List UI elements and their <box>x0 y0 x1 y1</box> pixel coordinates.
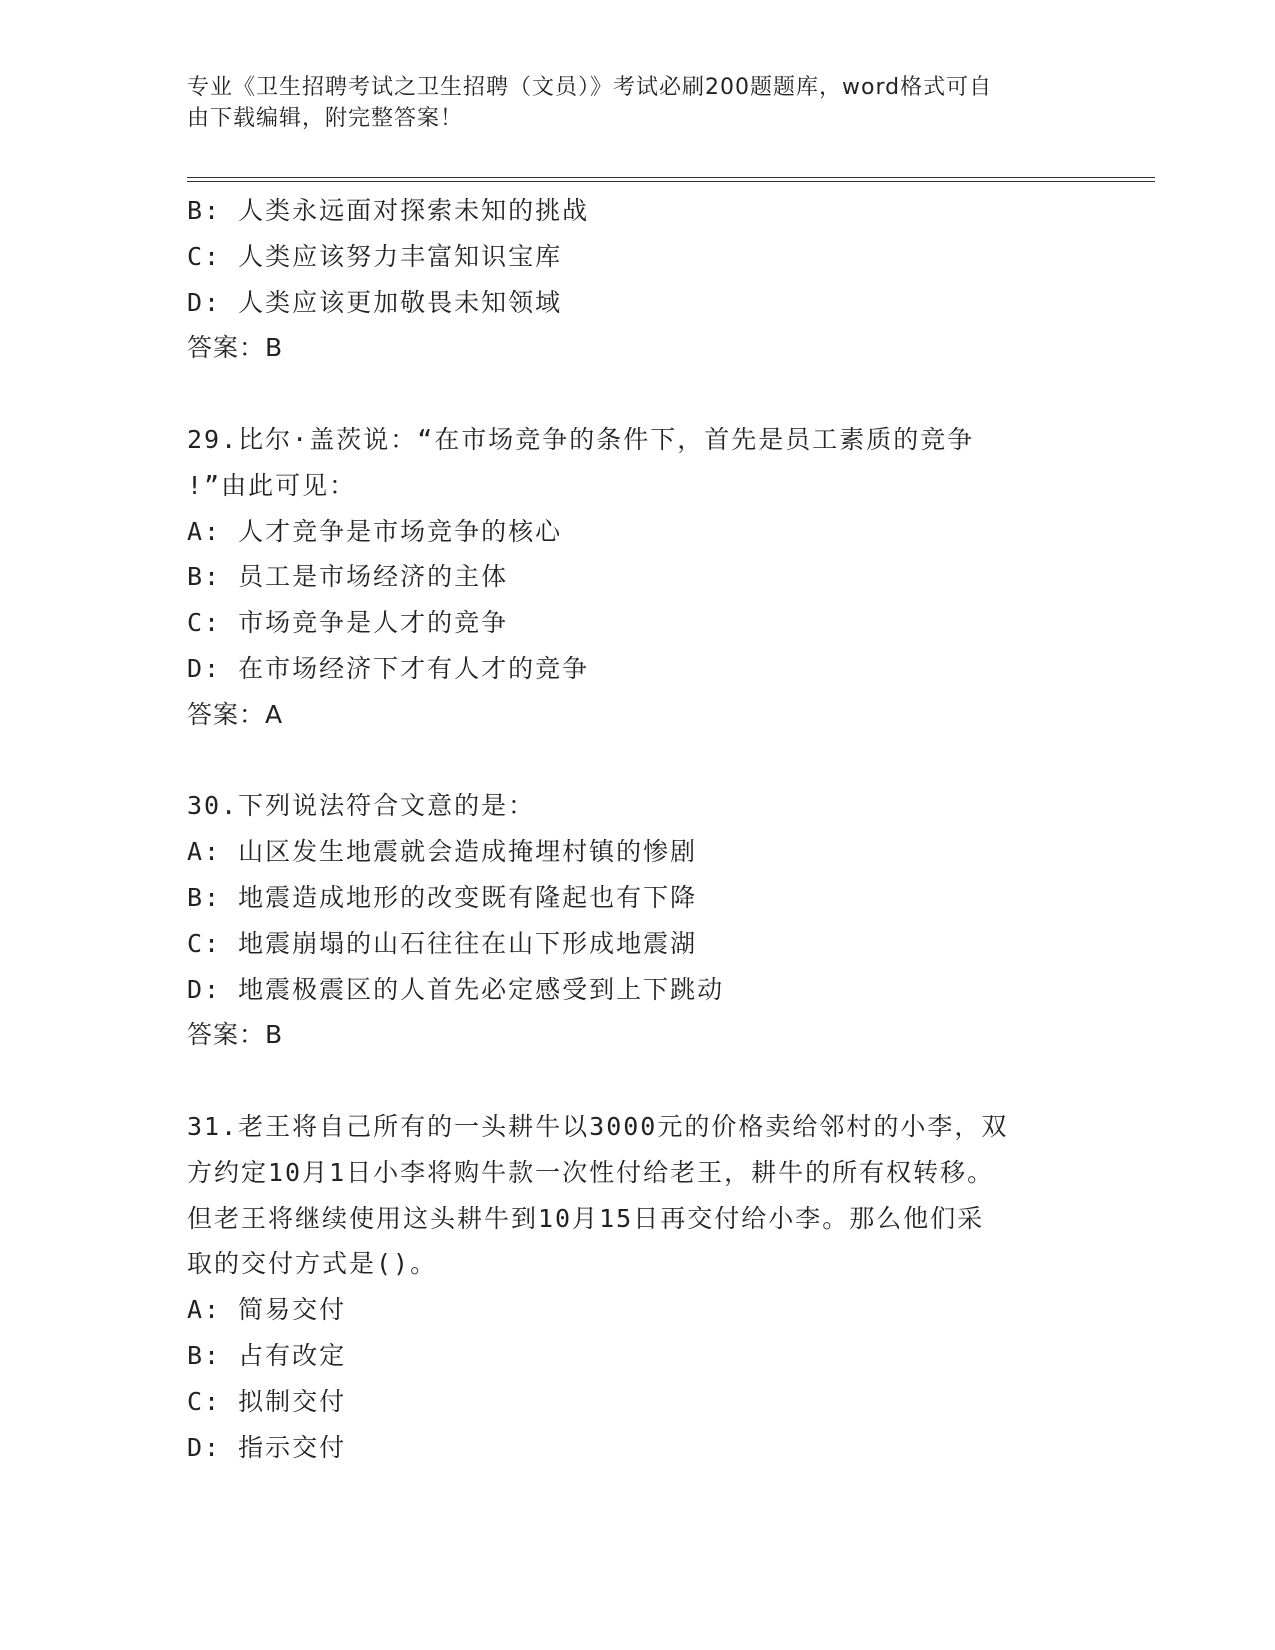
option-b: B: 占有改定 <box>187 1340 347 1370</box>
option-c: C: 拟制交付 <box>187 1386 347 1416</box>
spacer <box>187 371 1087 417</box>
option-d: D: 指示交付 <box>187 1432 347 1462</box>
option-c: C: 地震崩塌的山石往往在山下形成地震湖 <box>187 928 698 958</box>
carryover-block <box>187 188 1087 371</box>
option-b: B: 地震造成地形的改变既有隆起也有下降 <box>187 882 698 912</box>
spacer <box>187 738 1087 784</box>
option-c: C: 市场竞争是人才的竞争 <box>187 608 509 638</box>
answer: 答案：B <box>187 333 284 363</box>
answer: 答案：B <box>187 1020 284 1050</box>
question-stem: 方约定10月1日小李将购牛款一次性付给老王，耕牛的所有权转移。 <box>187 1157 995 1187</box>
question-31 <box>187 1104 1087 1470</box>
question-29 <box>187 417 1087 738</box>
option-a: A: 人才竞争是市场竞争的核心 <box>187 516 563 546</box>
option-a: A: 山区发生地震就会造成掩埋村镇的惨剧 <box>187 837 698 867</box>
question-stem: 取的交付方式是()。 <box>187 1249 438 1279</box>
question-stem: 29.比尔·盖茨说：“在市场竞争的条件下，首先是员工素质的竞争 <box>187 424 975 454</box>
question-stem: 但老王将继续使用这头耕牛到10月15日再交付给小李。那么他们采 <box>187 1203 985 1233</box>
option-c: C: 人类应该努力丰富知识宝库 <box>187 241 563 271</box>
header-line-2: 由下载编辑，附完整答案！ <box>187 106 464 131</box>
header-divider <box>187 177 1155 182</box>
answer: 答案：A <box>187 699 284 729</box>
option-b: B: 人类永远面对探索未知的挑战 <box>187 196 590 225</box>
header-line-1: 专业《卫生招聘考试之卫生招聘（文员）》考试必刷200题题库，word格式可自 <box>187 75 993 100</box>
option-b: B: 员工是市场经济的主体 <box>187 562 509 592</box>
document-header <box>187 72 1067 134</box>
question-stem: 31.老王将自己所有的一头耕牛以3000元的价格卖给邻村的小李，双 <box>187 1111 1009 1141</box>
option-a: A: 简易交付 <box>187 1295 347 1325</box>
option-d: D: 在市场经济下才有人才的竞争 <box>187 653 590 683</box>
document-body <box>187 188 1087 1470</box>
question-30 <box>187 783 1087 1058</box>
question-stem: 30.下列说法符合文意的是： <box>187 791 536 821</box>
option-d: D: 人类应该更加敬畏未知领域 <box>187 287 563 317</box>
question-stem: !”由此可见： <box>187 470 357 500</box>
spacer <box>187 1058 1087 1104</box>
option-d: D: 地震极震区的人首先必定感受到上下跳动 <box>187 974 725 1004</box>
